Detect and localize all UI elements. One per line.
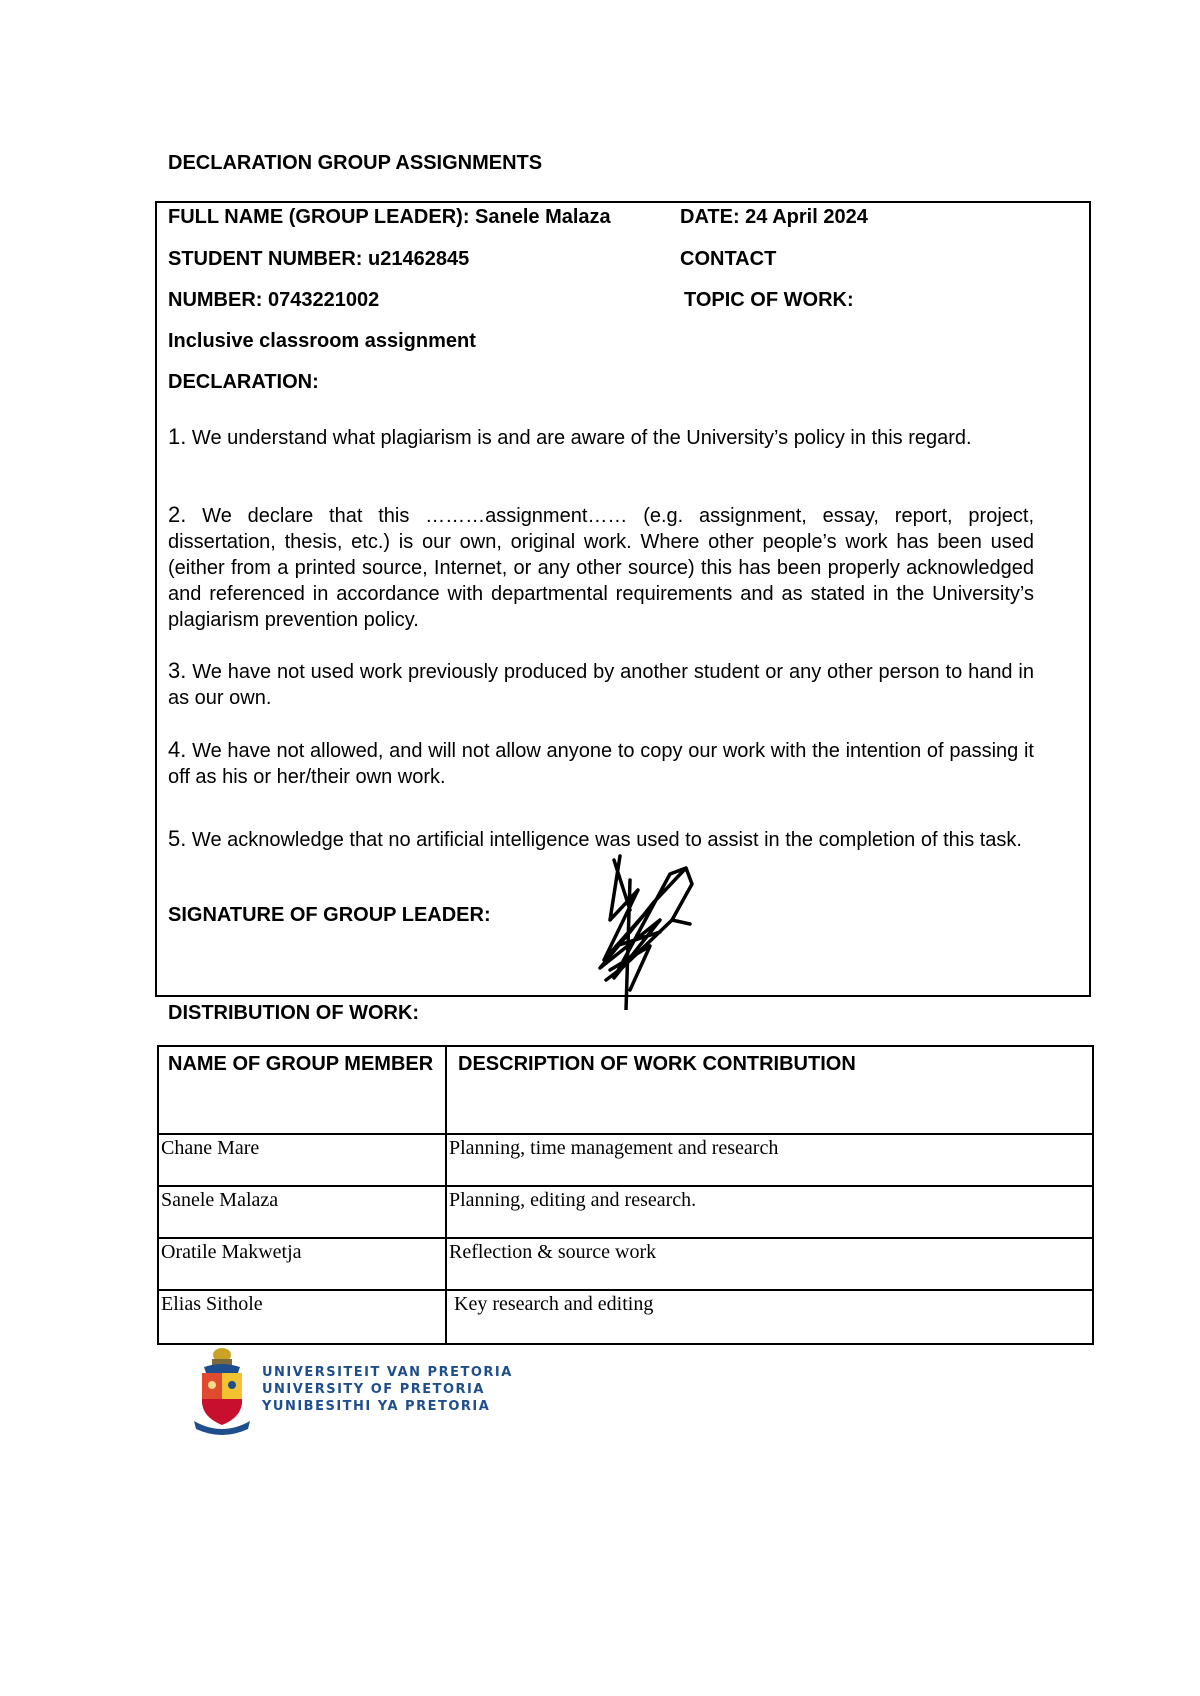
student-number-field: STUDENT NUMBER: u21462845 — [168, 248, 470, 270]
member-name-cell: Chane Mare — [158, 1134, 446, 1186]
declaration-item-5 — [168, 826, 1034, 853]
table-row — [158, 1134, 1093, 1186]
declaration-item-text: We have not used work previously produced by another student or any other person to hand in as our own. — [168, 661, 1034, 709]
declaration-item-number: 1. — [168, 424, 187, 449]
date-field: DATE: 24 April 2024 — [680, 206, 868, 228]
university-logo — [190, 1345, 513, 1435]
declaration-item-number: 4. — [168, 737, 187, 762]
member-description-cell: Key research and editing — [446, 1290, 1093, 1344]
page-title: DECLARATION GROUP ASSIGNMENTS — [168, 152, 543, 174]
distribution-heading: DISTRIBUTION OF WORK: — [168, 1002, 420, 1024]
member-description-cell: Planning, time management and research — [446, 1134, 1093, 1186]
declaration-item-text: We acknowledge that no artificial intelligence was used to assist in the completion of this task. — [191, 829, 1022, 851]
member-description-cell: Reflection & source work — [446, 1238, 1093, 1290]
full-name-field: FULL NAME (GROUP LEADER): Sanele Malaza — [168, 206, 611, 228]
member-name-cell: Sanele Malaza — [158, 1186, 446, 1238]
declaration-item-text: We understand what plagiarism is and are aware of the University’s policy in this regard. — [191, 427, 972, 449]
signature-label: SIGNATURE OF GROUP LEADER: — [168, 904, 491, 926]
column-header-name: NAME OF GROUP MEMBER — [158, 1046, 446, 1134]
member-description-cell: Planning, editing and research. — [446, 1186, 1093, 1238]
declaration-heading: DECLARATION: — [168, 371, 319, 393]
declaration-item-text: We have not allowed, and will not allow anyone to copy our work with the intention of passing it off as his or her/their own work. — [168, 740, 1034, 788]
contact-number-field: NUMBER: 0743221002 — [168, 289, 380, 311]
declaration-item-number: 2. — [168, 502, 187, 527]
declaration-item-1 — [168, 424, 1034, 451]
declaration-item-number: 3. — [168, 658, 187, 683]
table-row — [158, 1290, 1093, 1344]
member-name-cell: Oratile Makwetja — [158, 1238, 446, 1290]
declaration-item-text: We declare that this ………assignment…… (e.g. assignment, essay, report, project, dissertation, thesis, etc.) is our own, original work. Where other people’s work has been used (either from a printed source, Internet, or any other source) this has been properly acknowledged and referenced in accordance with departmental requirements and as stated in the University’s plagiarism prevention policy. — [168, 505, 1034, 631]
declaration-item-2 — [168, 502, 1034, 633]
signature-scribble — [590, 850, 710, 1010]
topic-value: Inclusive classroom assignment — [168, 330, 476, 352]
member-name-cell: Elias Sithole — [158, 1290, 446, 1344]
table-row — [158, 1186, 1093, 1238]
university-crest-icon — [190, 1345, 254, 1437]
table-row — [158, 1238, 1093, 1290]
column-header-description: DESCRIPTION OF WORK CONTRIBUTION — [446, 1046, 1093, 1134]
logo-line-sepedi: YUNIBESITHI YA PRETORIA — [262, 1399, 491, 1414]
declaration-item-3 — [168, 658, 1034, 711]
logo-line-afrikaans: UNIVERSITEIT VAN PRETORIA — [262, 1365, 513, 1380]
declaration-item-number: 5. — [168, 826, 187, 851]
logo-line-english: UNIVERSITY OF PRETORIA — [262, 1382, 485, 1397]
topic-label: TOPIC OF WORK: — [684, 289, 854, 311]
contact-label: CONTACT — [680, 248, 777, 270]
table-header-row — [158, 1046, 1093, 1134]
declaration-item-4 — [168, 737, 1034, 790]
distribution-table — [157, 1045, 1094, 1345]
